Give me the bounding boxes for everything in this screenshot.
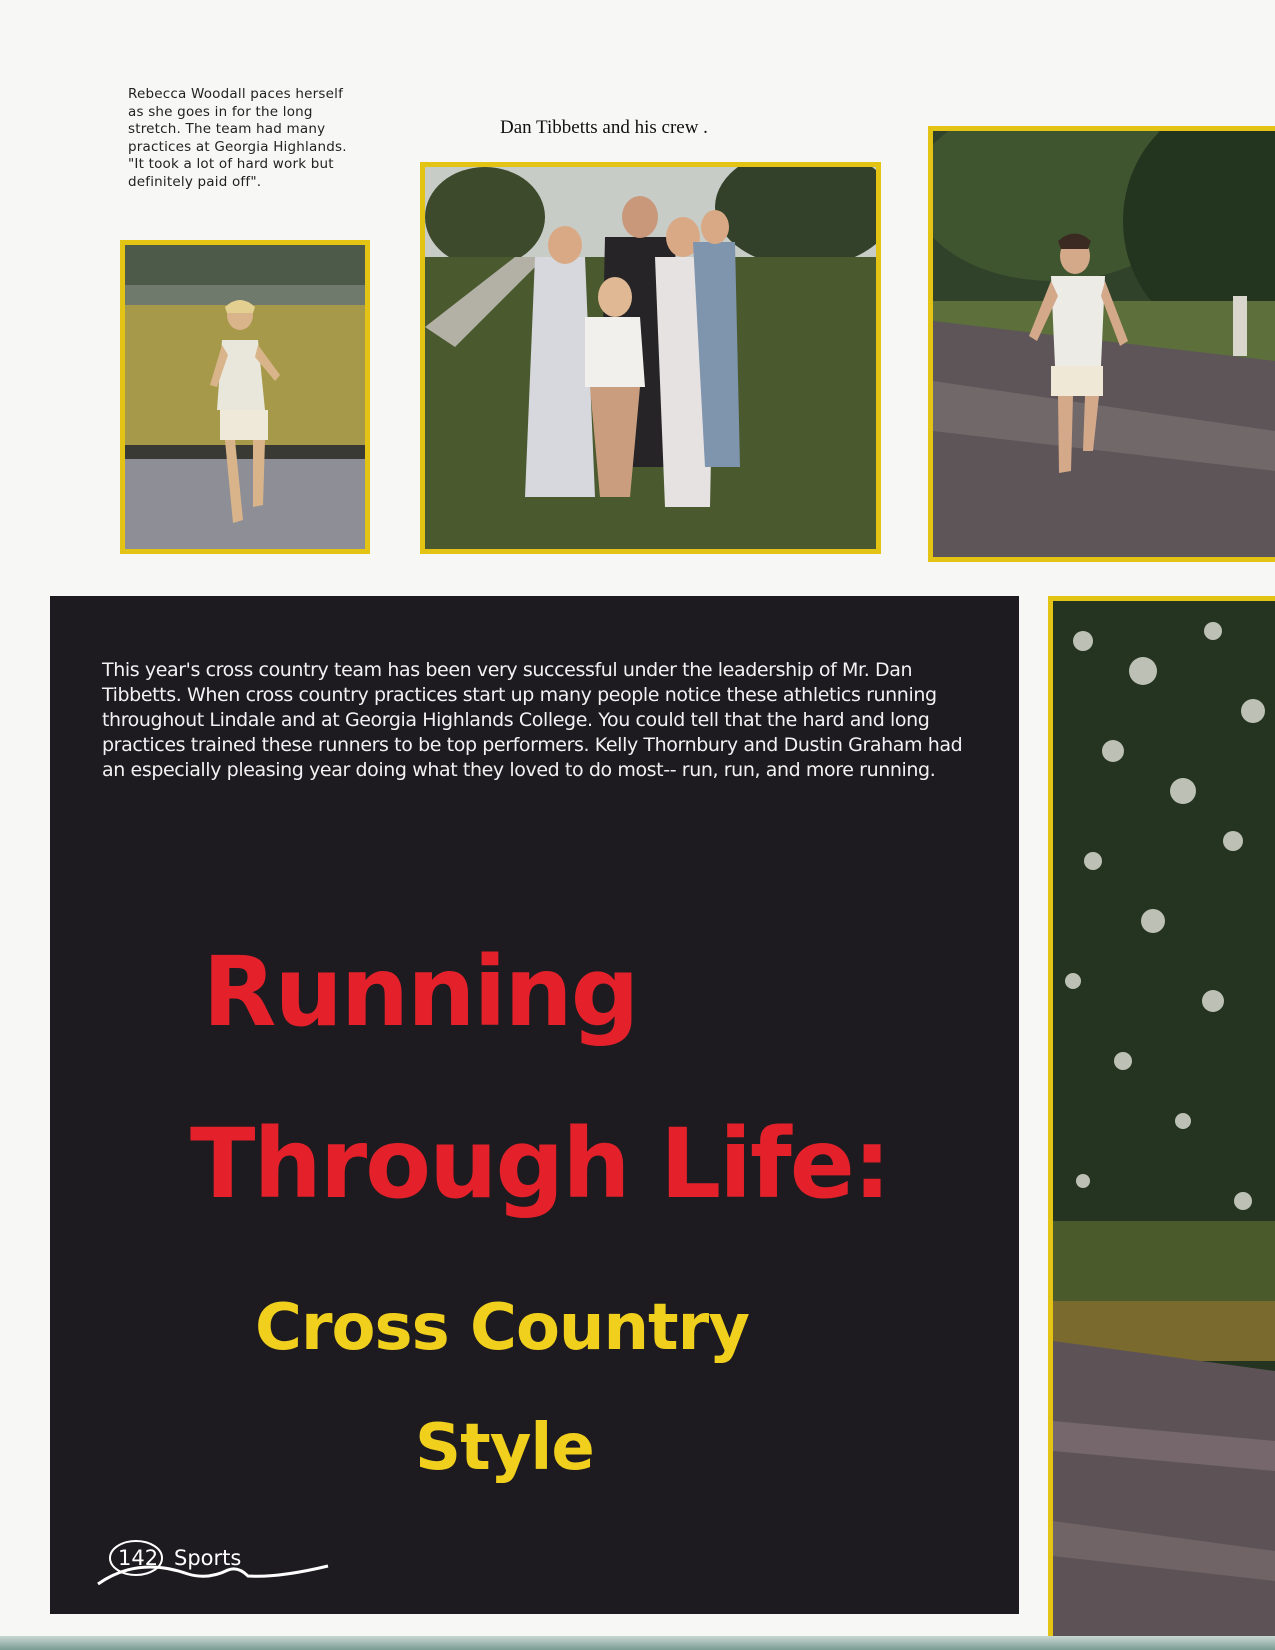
subtitle-line-2: Style xyxy=(415,1411,594,1485)
story-panel xyxy=(50,596,1019,1614)
photo-female-runner xyxy=(120,240,370,554)
caption-rebecca: Rebecca Woodall paces herself as she goes in for the long stretch. The team had many practices at Georgia Highlands. "It took a lot of hard work but definitely paid off". xyxy=(128,86,347,190)
photo-group xyxy=(420,162,881,554)
page-number: 142 xyxy=(118,1546,159,1570)
title-line-2: Through Life: xyxy=(190,1108,890,1220)
caption-dan-tibbetts: Dan Tibbetts and his crew . xyxy=(500,117,708,138)
bottom-edge xyxy=(0,1636,1275,1650)
photo-male-runner xyxy=(928,126,1275,562)
title-line-1: Running xyxy=(202,936,638,1048)
story-body: This year's cross country team has been very successful under the leadership of Mr. Dan Tibbetts. When cross country practices start up many people notice these athletics running throughout Lindale and at Georgia Highlands College. You could tell that the hard and long practices trained these runners to be top performers. Kelly Thornbury and Dustin Graham had an especially pleasing year doing what they loved to do most-- run, run, and more running. xyxy=(102,659,963,781)
section-label: Sports xyxy=(174,1546,242,1570)
page-folio xyxy=(78,1496,338,1596)
photo-trail xyxy=(1048,596,1275,1650)
subtitle-line-1: Cross Country xyxy=(255,1291,749,1365)
